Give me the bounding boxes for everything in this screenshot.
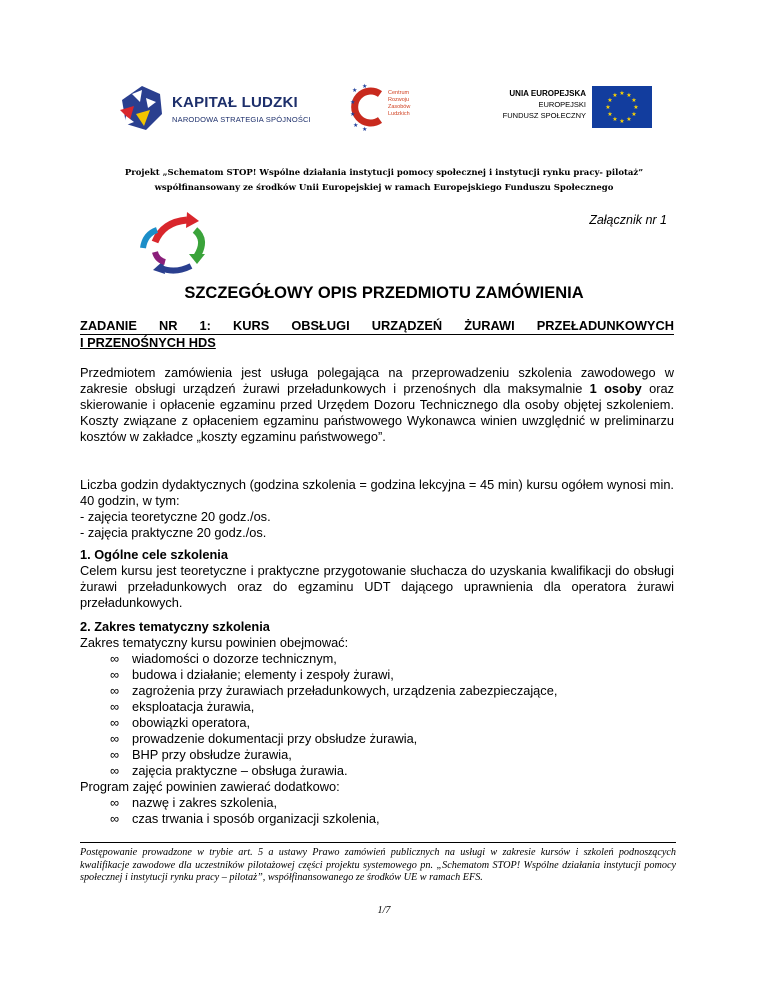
list-item: ∞ BHP przy obsłudze żurawia, <box>110 747 292 762</box>
svg-text:★: ★ <box>350 111 356 118</box>
hours-practice: - zajęcia praktyczne 20 godz./os. <box>80 525 267 540</box>
kapital-ludzki-emblem-icon <box>116 80 168 136</box>
eu-flag-icon <box>592 86 652 128</box>
section-2-heading: 2. Zakres tematyczny szkolenia <box>80 619 270 634</box>
svg-text:★: ★ <box>352 87 358 94</box>
document-title: SZCZEGÓŁOWY OPIS PRZEDMIOTU ZAMÓWIENIA <box>184 284 584 302</box>
project-line-1: Projekt „Schematom STOP! Wspólne działania instytucji pomocy społecznej i instytucji rynku pracy- pilotaż” <box>124 168 644 178</box>
list-item: ∞ obowiązki operatora, <box>110 715 251 730</box>
kapital-ludzki-subtitle: NARODOWA STRATEGIA SPÓJNOŚCI <box>172 115 311 124</box>
task-heading <box>80 318 674 351</box>
section-1-text: Celem kursu jest teoretyczne i praktyczne przygotowanie słuchacza do uzyskania kwalifikacji do obsługi żurawi przeładunkowych oraz do egzaminu UDT dającego uprawnienia dla operatora żurawi przeładunkowych. <box>80 563 674 610</box>
crzl-text: Centrum Rozwoju Zasobów Ludzkich <box>388 90 411 117</box>
arrows-logo-icon <box>135 212 225 278</box>
svg-text:★: ★ <box>353 122 359 129</box>
svg-text:★: ★ <box>619 90 625 97</box>
list-item: ∞ eksploatacja żurawia, <box>110 699 255 714</box>
list-item: ∞ czas trwania i sposób organizacji szkolenia, <box>110 811 380 826</box>
task-heading-line-2: I PRZENOŚNYCH HDS <box>80 335 216 350</box>
kapital-ludzki-logo <box>116 80 316 136</box>
list-item: ∞ zajęcia praktyczne – obsługa żurawia. <box>110 763 348 778</box>
svg-text:★: ★ <box>631 97 637 104</box>
svg-text:★: ★ <box>605 104 611 111</box>
svg-text:★: ★ <box>607 97 613 104</box>
project-line-2: współfinansowany ze środków Unii Europejskiej w ramach Europejskiego Funduszu Społecznego <box>154 183 614 193</box>
eu-logo-text: UNIA EUROPEJSKA EUROPEJSKI FUNDUSZ SPOŁECZNY <box>502 89 586 120</box>
section-2-intro: Zakres tematyczny kursu powinien obejmować: <box>80 635 349 650</box>
logo-row <box>0 78 768 140</box>
paragraph-hours: Liczba godzin dydaktycznych (godzina szkolenia = godzina lekcyjna = 45 min) kursu ogółem wynosi min. 40 godzin, w tym: - zajęcia teoretyczne 20 godz./os. - zajęcia praktyczne 20 godz./os. <box>80 477 674 540</box>
program-intro: Program zajęć powinien zawierać dodatkowo: <box>80 779 340 794</box>
svg-text:★: ★ <box>626 116 632 123</box>
svg-text:★: ★ <box>612 116 618 123</box>
eu-logo <box>478 86 638 132</box>
section-1-heading: 1. Ogólne cele szkolenia <box>80 547 228 562</box>
project-header <box>60 166 708 196</box>
section-goals <box>80 547 674 611</box>
program-list <box>80 795 674 827</box>
hours-theory: - zajęcia teoretyczne 20 godz./os. <box>80 509 271 524</box>
svg-text:★: ★ <box>626 92 632 99</box>
list-item: ∞ zagrożenia przy żurawiach przeładunkowych, urządzenia zabezpieczające, <box>110 683 558 698</box>
page-number: 1/7 <box>377 905 391 916</box>
svg-text:★: ★ <box>612 92 618 99</box>
scope-list <box>80 651 674 779</box>
list-item: ∞ prowadzenie dokumentacji przy obsłudze żurawia, <box>110 731 418 746</box>
attachment-label: Załącznik nr 1 <box>589 213 667 227</box>
section-scope <box>80 619 674 827</box>
svg-text:★: ★ <box>631 111 637 118</box>
svg-text:★: ★ <box>350 99 356 106</box>
footer-note: Postępowanie prowadzone w trybie art. 5 a ustawy Prawo zamówień publicznych na usługi w zakresie kursów i szkoleń podnoszących kwalifikacje zawodowe dla uczestników pilotażowej części projektu systemowego pn. „Schematom STOP! Wspólne działania instytucji pomocy społecznej i instytucji rynku pracy – pilotaż”, współfinansowanego ze środków UE w ramach EFS. <box>80 842 676 885</box>
paragraph-subject: Przedmiotem zamówienia jest usługa polegająca na przeprowadzeniu szkolenia zawodowego w zakresie obsługi urządzeń żurawi przeładunkowych i przenośnych dla maksymalnie 1 osoby oraz skierowanie i opłacenie egzaminu przed Urzędem Dozoru Technicznego dla osoby objętej szkoleniem. Koszty związane z opłaceniem egzaminu państwowego Wykonawca winien uwzględnić w preliminarzu kosztów w zakładce „koszty egzaminu państwowego”. <box>80 365 675 444</box>
svg-text:★: ★ <box>607 111 613 118</box>
kapital-ludzki-title: KAPITAŁ LUDZKI <box>172 94 298 111</box>
crzl-emblem-icon <box>350 82 390 132</box>
schematom-stop-logo <box>135 212 225 278</box>
task-heading-line-1: ZADANIE NR 1: KURS OBSŁUGI URZĄDZEŃ ŻURAWI PRZEŁADUNKOWYCH <box>80 318 674 333</box>
person-count: 1 osoby <box>589 381 642 396</box>
svg-text:★: ★ <box>362 83 368 90</box>
svg-text:★: ★ <box>362 126 368 132</box>
list-item: ∞ nazwę i zakres szkolenia, <box>110 795 278 810</box>
list-item: ∞ wiadomości o dozorze technicznym, <box>110 651 337 666</box>
list-item: ∞ budowa i działanie; elementy i zespoły żurawi, <box>110 667 394 682</box>
svg-text:★: ★ <box>633 104 639 111</box>
svg-text:★: ★ <box>619 118 625 125</box>
crzl-logo <box>350 82 430 134</box>
